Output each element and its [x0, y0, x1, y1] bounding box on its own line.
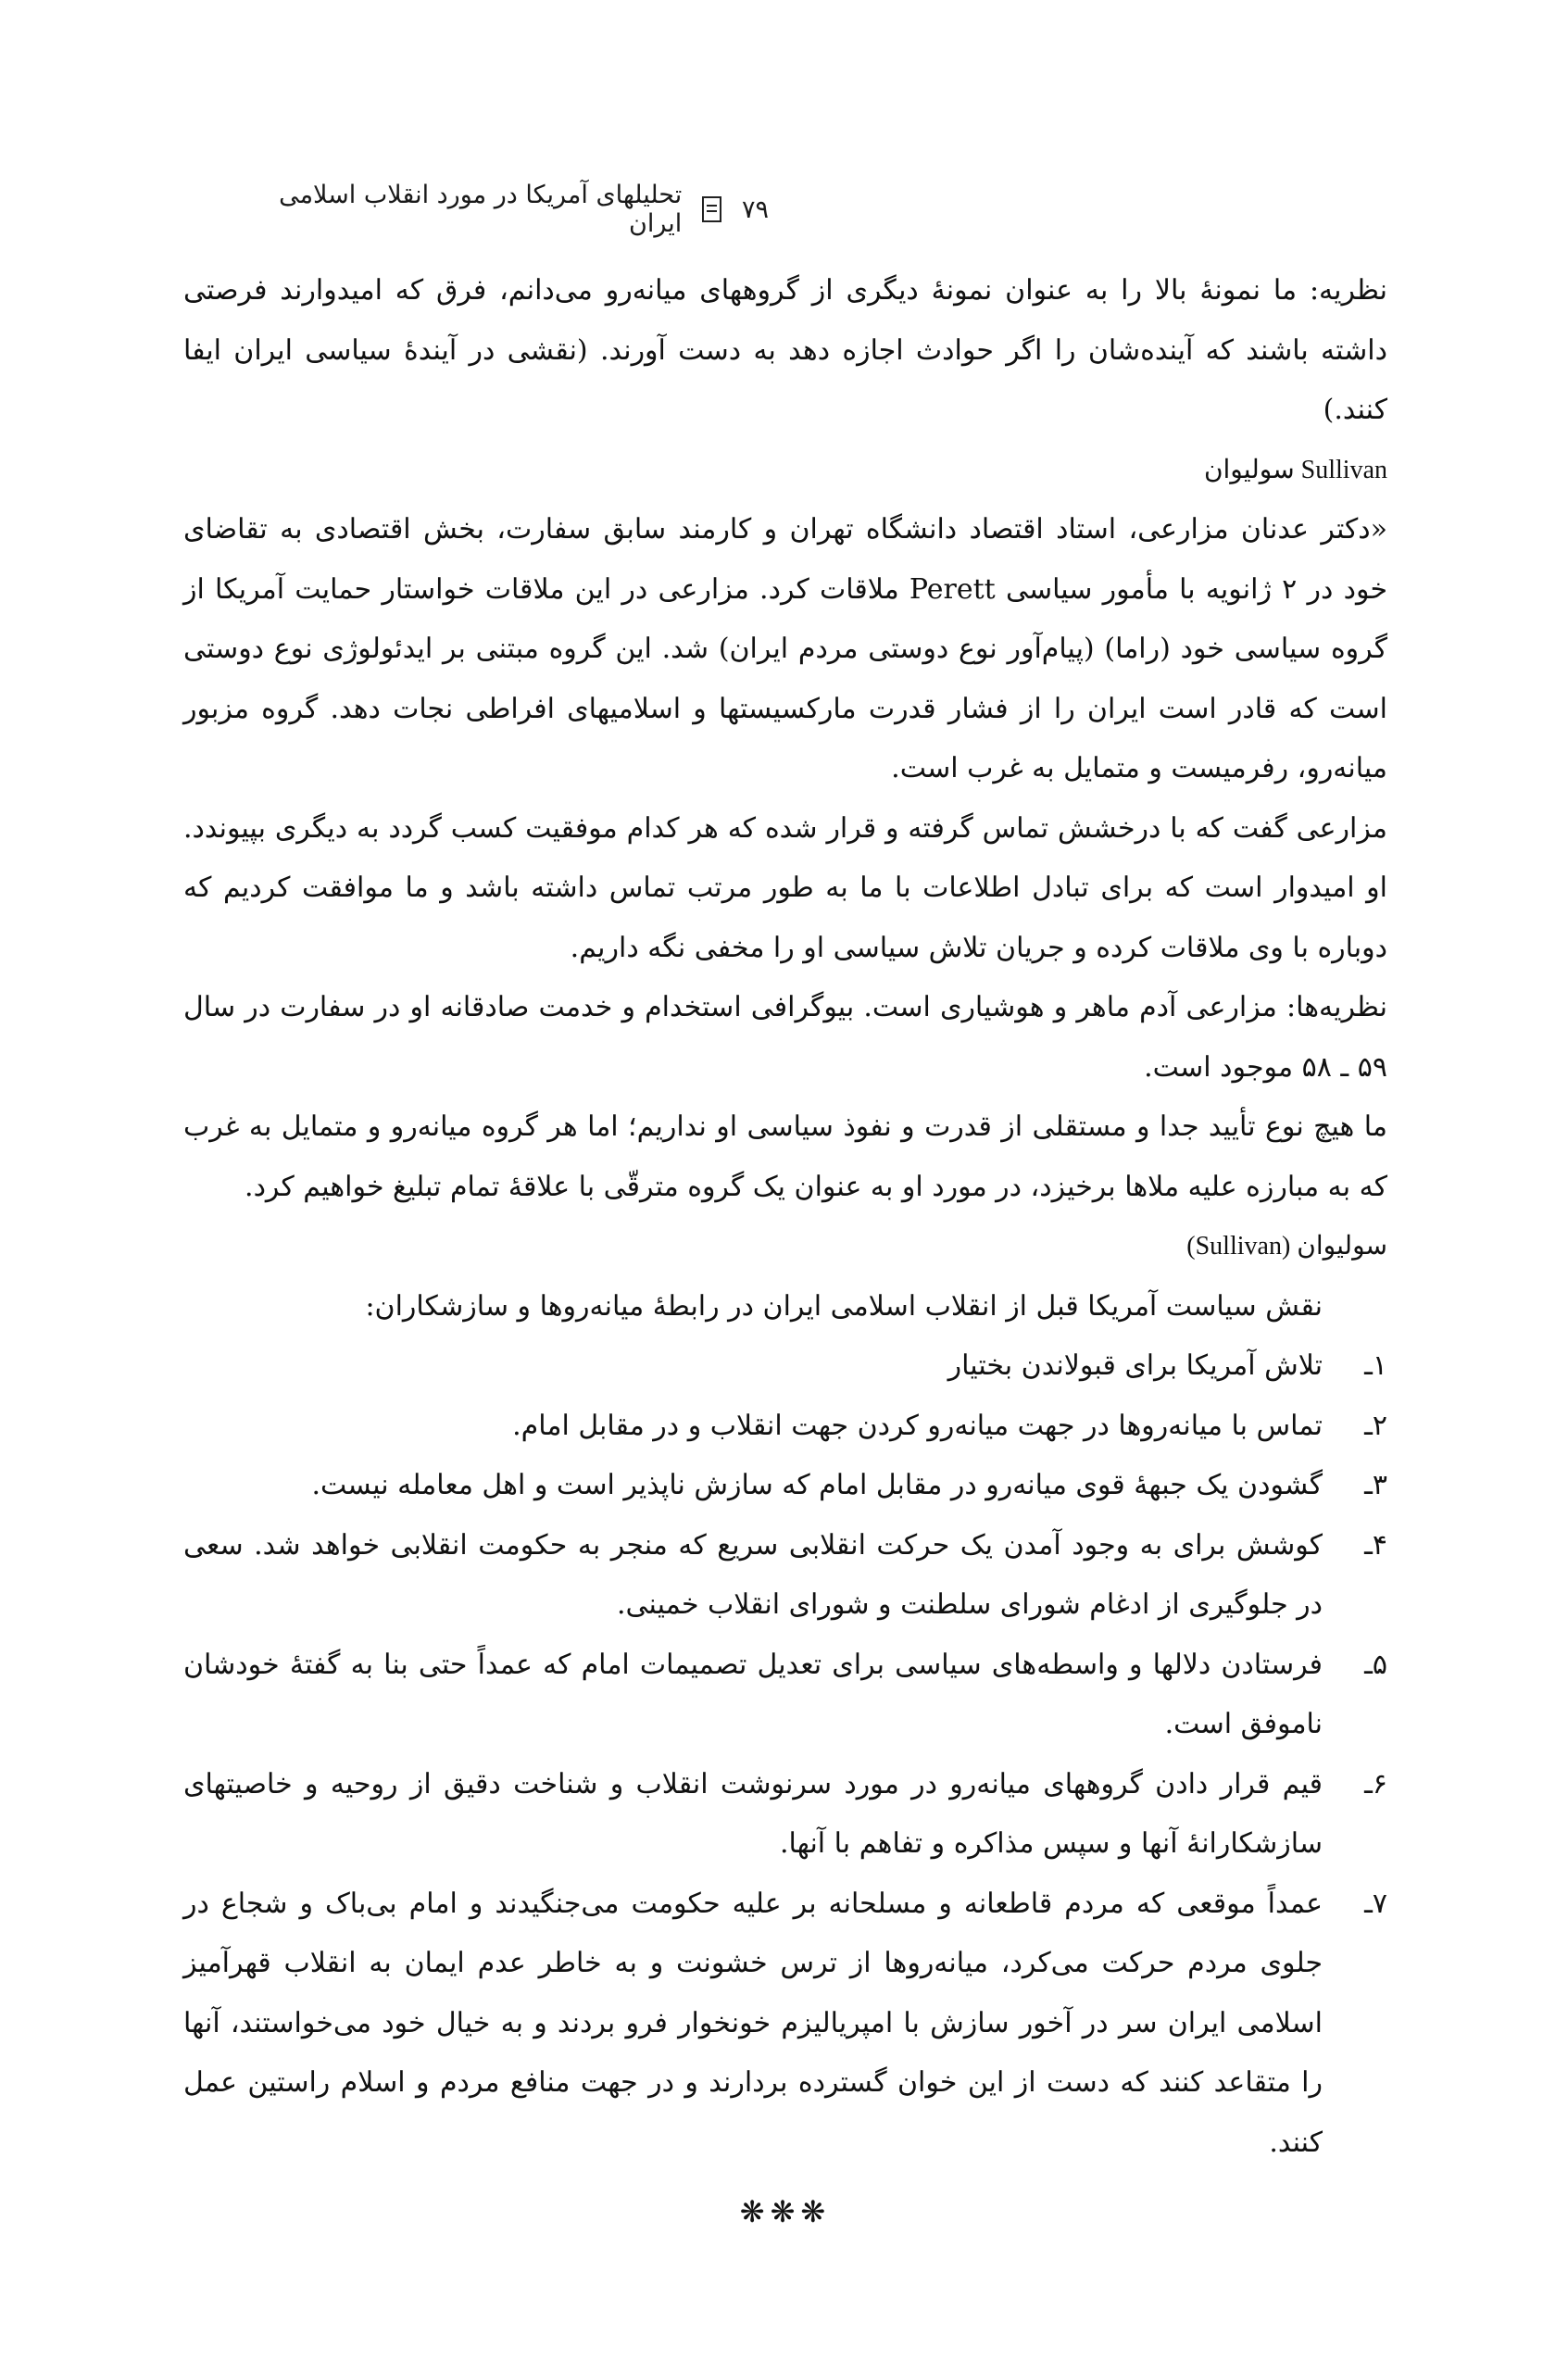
paragraph-no-confirmation: ما هیچ نوع تأیید جدا و مستقلی از قدرت و نفوذ سیاسی او نداریم؛ اما هر گروه میانه‌رو و متمایل به غرب که به مبارزه علیه ملاها برخیزد، در مورد او به عنوان یک گروه مترقّی با علاقهٔ تمام تبلیغ خواهیم کرد.: [183, 1110, 1387, 1203]
section-separator: ❋❋❋: [739, 2194, 832, 2229]
page-number: ۷۹: [741, 194, 769, 224]
list-item-number: ۱ـ: [1364, 1349, 1387, 1382]
list-item-text: گشودن یک جبههٔ قوی میانه‌رو در مقابل امام که سازش ناپذیر است و اهل معامله نیست.: [311, 1469, 1323, 1501]
list-item: [183, 1336, 1387, 1397]
speaker-persian: سولیوان: [1297, 1232, 1387, 1261]
speaker-persian: سولیوان: [1203, 455, 1295, 484]
list-item-number: ۷ـ: [1364, 1887, 1387, 1920]
list-item-text: تلاش آمریکا برای قبولاندن بختیار: [947, 1349, 1323, 1382]
paragraph-opinions: نظریه‌ها: مزارعی آدم ماهر و هوشیاری است. بیوگرافی استخدام و خدمت صادقانه او در سفارت در سال ۵۹ ـ ۵۸ موجود است.: [183, 991, 1387, 1084]
list-item: [183, 1397, 1387, 1457]
list-item-number: ۲ـ: [1364, 1409, 1387, 1442]
list-item: [183, 1875, 1387, 2174]
list-item-text: کوشش برای به وجود آمدن یک حرکت انقلابی سریع که منجر به حکومت انقلابی خواهد شد. سعی در جلوگیری از ادغام شورای سلطنت و شورای انقلاب خمینی.: [183, 1528, 1323, 1621]
list-item-number: ۵ـ: [1364, 1648, 1387, 1681]
policy-list: [183, 1336, 1387, 2173]
list-item-number: ۳ـ: [1364, 1469, 1387, 1501]
body-text: [183, 261, 1387, 2242]
list-item-number: ۴ـ: [1364, 1528, 1387, 1562]
speaker-signature-2: [183, 1217, 1387, 1277]
list-item: [183, 1456, 1387, 1516]
list-item-number: ۶ـ: [1364, 1767, 1387, 1800]
speaker-signature-1: [183, 441, 1387, 501]
speaker-latin: Sullivan: [1300, 455, 1387, 484]
list-item-text: عمداً موقعی که مردم قاطعانه و مسلحانه بر علیه حکومت می‌جنگیدند و امام بی‌باک و شجاع در جلوی مردم حرکت می‌کرد، میانه‌روها از ترس خشونت و به خاطر عدم ایمان به انقلاب قهرآمیز اسلامی ایران سر در آخور سازش با امپریالیزم خونخوار فرو بردند و به خیال خود می‌خواستند، آنها را متقاعد کنند که دست از این خوان گسترده بردارند و در جهت منافع مردم و اسلام راستین عمل کنند.: [183, 1887, 1323, 2159]
list-item-text: قیم قرار دادن گروههای میانه‌رو در مورد سرنوشت انقلاب و شناخت دقیق از روحیه و خاصیتهای سازشکارانهٔ آنها و سپس مذاکره و تفاهم با آنها.: [183, 1767, 1323, 1860]
document-icon: [702, 196, 721, 222]
paragraph-mazarei-said: مزارعی گفت که با درخشش تماس گرفته و قرار شده که هر کدام موفقیت کسب گردد به دیگری بپیوندد. او امیدوار است که برای تبادل اطلاعات با ما به طور مرتب تماس داشته باشد و ما موافقت کردیم که دوباره با وی ملاقات کرده و جریان تلاش سیاسی او را مخفی نگه داریم.: [183, 811, 1387, 964]
list-intro: نقش سیاست آمریکا قبل از انقلاب اسلامی ایران در رابطهٔ میانه‌روها و سازشکاران:: [365, 1289, 1323, 1323]
running-head: [250, 182, 769, 237]
list-item-text: تماس با میانه‌روها در جهت میانه‌رو کردن جهت انقلاب و در مقابل امام.: [512, 1409, 1323, 1442]
speaker-latin: (Sullivan): [1186, 1232, 1291, 1261]
running-head-title: تحلیلهای آمریکا در مورد انقلاب اسلامی ایران: [279, 181, 683, 238]
paragraph-opinion: نظریه: ما نمونهٔ بالا را به عنوان نمونهٔ دیگری از گروههای میانه‌رو می‌دانم، فرق که امیدوارند فرصتی داشته باشند که آینده‌شان را اگر حوادث اجازه دهد به دست آورند. (نقشی در آیندهٔ سیاسی ایران ایفا کنند.): [183, 274, 1387, 426]
list-item: [183, 1755, 1387, 1875]
list-item-text: فرستادن دلالها و واسطه‌های سیاسی برای تعدیل تصمیمات امام که عمداً حتی بنا به گفتهٔ خودشان ناموفق است.: [183, 1648, 1323, 1740]
paragraph-mazarei-meeting: «دکتر عدنان مزارعی، استاد اقتصاد دانشگاه تهران و کارمند سابق سفارت، بخش اقتصادی به تقاضای خود در ۲ ژانویه با مأمور سیاسی Perett ملاقات کرد. مزارعی در این ملاقات خواستار حمایت آمریکا از گروه سیاسی خود (راما) (پیام‌آور نوع دوستی مردم ایران) شد. این گروه مبتنی بر ایدئولوژی نوع دوستی است که قادر است ایران را از فشار قدرت مارکسیستها و اسلامیهای افراطی نجات دهد. گروه مزبور میانه‌رو، رفرمیست و متمایل به غرب است.: [183, 513, 1387, 784]
list-item: [183, 1636, 1387, 1755]
list-item: [183, 1516, 1387, 1636]
